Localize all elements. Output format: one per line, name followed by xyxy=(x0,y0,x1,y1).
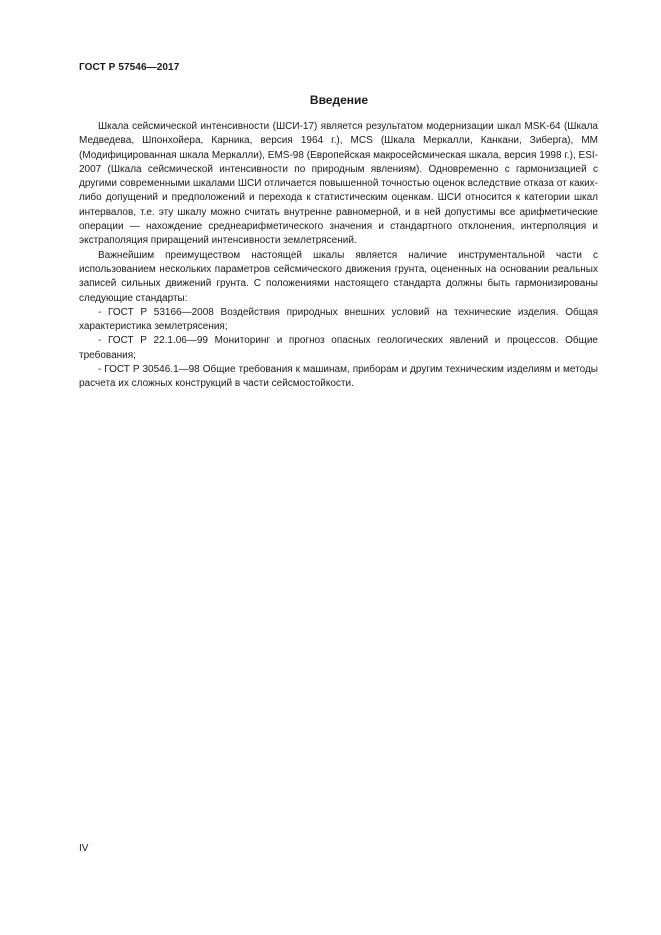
page-number: IV xyxy=(79,843,89,854)
list-item-gost-22-1-06: - ГОСТ Р 22.1.06—99 Мониторинг и прогноз опасных геологических явлений и процессов. Общие требования; xyxy=(79,335,598,361)
list-item-gost-53166: - ГОСТ Р 53166—2008 Воздействия природных внешних условий на технические изделия. Общая характеристика землетрясения; xyxy=(79,306,598,333)
section-title: Введение xyxy=(309,93,369,107)
paragraph-advantage: Важнейшим преимуществом настоящей шкалы является наличие инструментальной части с использованием нескольких параметров сейсмического движения грунта, оцененных на основании реальных записей сильных движений грунта. С положениями настоящего стандарта должны быть гармонизированы следующие стандарты: xyxy=(79,249,598,304)
paragraph-intro: Шкала сейсмической интенсивности (ШСИ-17) является результатом модернизации шкал MSK-64 (Шкала Медведева, Шпонхойера, Карника, версия 1964 г.), MCS (Шкала Меркалли, Канкани, Зиберга), ММ (Модифицированная шкала Меркалли), EMS-98 (Европейская макросейсмическая шкала, версия 1998 г.), ESI-2007 (Шкала сейсмической интенсивности по природным явлениям). Одновременно с гармонизацией с другими современными шкалами ШСИ отличается повышенной точностью оценок вследствие отказа от каких-либо допущений и предположений и перехода к статистическим оценкам. ШСИ относится к категории шкал интервалов, т.е. эту шкалу можно считать внутренне равномерной, и в ней допустимы все арифметические операции — нахождение среднеарифметического значения и стандартного отклонения, интерполяция и экстраполяция приращений интенсивности землетрясений. xyxy=(79,121,598,247)
body-text xyxy=(79,120,598,392)
list-item-gost-30546-1: - ГОСТ Р 30546.1—98 Общие требования к машинам, приборам и другим техническим изделиям и методы расчета их сложных конструкций в части сейсмостойкости. xyxy=(79,364,598,390)
document-header-standard-id: ГОСТ Р 57546—2017 xyxy=(79,62,180,73)
